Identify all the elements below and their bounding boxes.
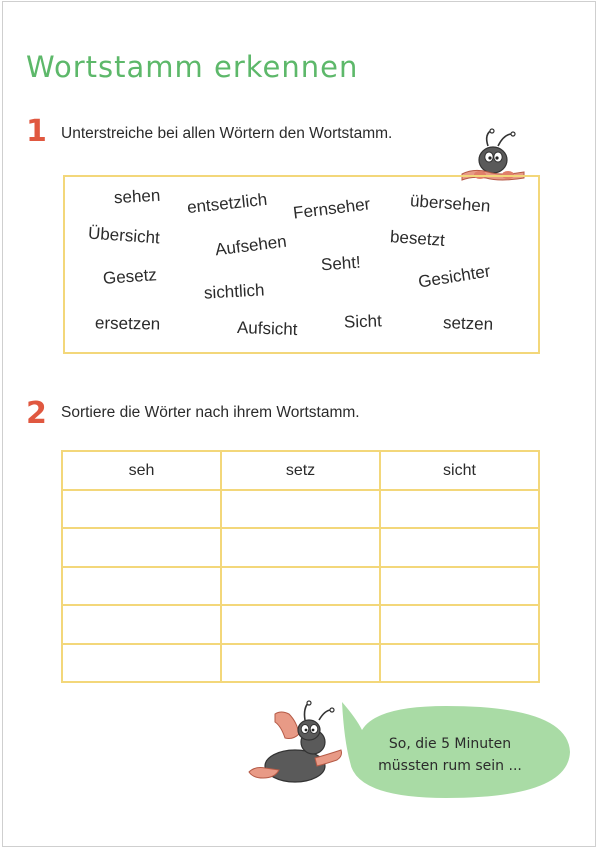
answer-cell[interactable] (62, 528, 221, 566)
sort-table (61, 450, 540, 683)
word-item: Aufsicht (236, 317, 298, 340)
word-item: ersetzen (94, 313, 161, 334)
answer-cell[interactable] (380, 605, 539, 643)
word-item: sichtlich (203, 280, 265, 303)
answer-cell[interactable] (221, 528, 380, 566)
word-item: Gesichter (416, 261, 492, 292)
answer-cell[interactable] (380, 644, 539, 682)
table-row (62, 490, 539, 528)
column-header-seh: seh (62, 451, 221, 490)
answer-cell[interactable] (62, 644, 221, 682)
answer-cell[interactable] (221, 605, 380, 643)
answer-cell[interactable] (62, 605, 221, 643)
column-header-setz: setz (221, 451, 380, 490)
word-item: Gesetz (102, 265, 158, 288)
answer-cell[interactable] (221, 490, 380, 528)
word-item: Fernseher (292, 194, 372, 223)
answer-cell[interactable] (380, 490, 539, 528)
task-1-number: 1 (26, 114, 47, 149)
answer-cell[interactable] (62, 567, 221, 605)
page-title: Wortstamm erkennen (26, 50, 359, 84)
speech-bubble-line-2: müssten rum sein ... (378, 758, 522, 774)
table-row (62, 605, 539, 643)
speech-bubble-text (345, 733, 555, 777)
ant-relaxing-icon (245, 700, 345, 784)
word-item: entsetzlich (186, 189, 269, 218)
column-header-sicht: sicht (380, 451, 539, 490)
table-row (62, 567, 539, 605)
answer-cell[interactable] (62, 490, 221, 528)
word-item: Übersicht (87, 223, 161, 248)
answer-cell[interactable] (221, 567, 380, 605)
answer-cell[interactable] (221, 644, 380, 682)
word-item: besetzt (389, 227, 446, 250)
word-item: übersehen (409, 191, 491, 216)
speech-bubble-line-1: So, die 5 Minuten (388, 736, 512, 752)
word-item: setzen (442, 313, 494, 334)
word-item: Seht! (320, 252, 362, 275)
task-2-instruction: Sortiere die Wörter nach ihrem Wortstamm. (61, 404, 360, 421)
table-row (62, 528, 539, 566)
word-item: Sicht (343, 311, 383, 332)
task-1-instruction: Unterstreiche bei allen Wörtern den Wortstamm. (61, 125, 393, 142)
answer-cell[interactable] (380, 528, 539, 566)
table-header-row (62, 451, 539, 490)
answer-cell[interactable] (380, 567, 539, 605)
word-item: Aufsehen (214, 231, 288, 260)
table-row (62, 644, 539, 682)
word-item: sehen (113, 185, 161, 208)
task-2-number: 2 (26, 396, 47, 431)
